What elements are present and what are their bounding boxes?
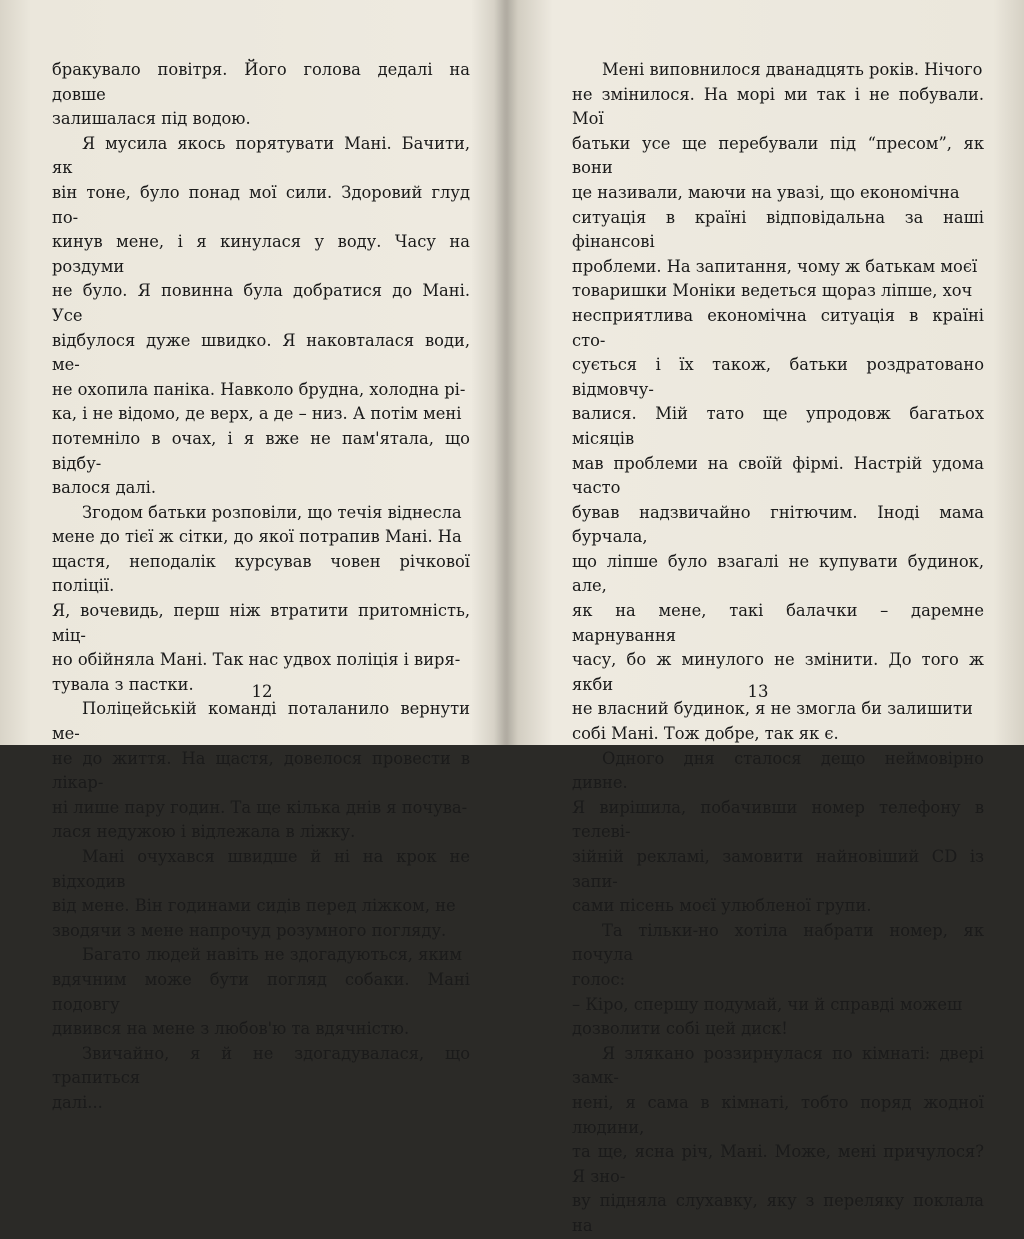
paragraph: Та тільки-но хотіла набрати номер, як почула голос: <box>572 920 984 989</box>
right-page <box>512 0 1024 1235</box>
right-page-text <box>572 58 984 1239</box>
paragraph: Мені виповнилося дванадцять років. Нічого не змінилося. На морі ми так і не побували. Мої батьки усе ще перебували під “пресом”, як вони це називали, маючи на увазі, що економічна ситуація в країні відповідальна за наші фінансові проблеми. На запитання, чому ж батькам моєї товаришки Моніки ведеться щораз ліпше, хоч несприятлива економічна ситуація в країні сто- сується і їх також, батьки роздратовано відмовчу- валися. Мій тато ще упродовж багатьох місяців мав проблеми на своїй фірмі. Настрій удома часто бував надзвичайно гнітючим. Іноді мама бурчала, що ліпше було взагалі не купувати будинок, але, як на мене, такі балачки – даремне марнування часу, бо ж минулого не змінити. До того ж якби не власний будинок, я не змогла би залишити собі Мані. Тож добре, так як є. <box>572 60 984 744</box>
paragraph: Згодом батьки розповіли, що течія віднесла мене до тієї ж сітки, до якої потрапив Мані. На щастя, неподалік курсував човен річкової поліції. Я, вочевидь, перш ніж втратити притомність, міц- но обійняла Мані. Так нас удвох поліція і виря- тувала з пастки. <box>52 502 470 694</box>
paragraph: – Кіро, спершу подумай, чи й справді можеш дозволити собі цей диск! <box>572 994 963 1039</box>
paragraph: бракувало повітря. Його голова дедалі на довше залишалася під водою. <box>52 60 470 129</box>
paragraph: Мані очухався швидше й ні на крок не відходив від мене. Він годинами сидів перед ліжком, не зводячи з мене напрочуд розумного погляду. <box>52 847 470 940</box>
paragraph: Одного дня сталося дещо неймовірно дивне. Я вирішила, побачивши номер телефону в телеві- зійній рекламі, замовити найновіший CD із запи- сами пісень моєї улюбленої групи. <box>572 748 984 916</box>
paragraph: Поліцейській команді поталанило вернути ме- не до життя. На щастя, довелося провести в лікар- ні лише пару годин. Та ще кілька днів я почува- лася недужою і відлежала в ліжку. <box>52 699 470 842</box>
paragraph: Я злякано роззирнулася по кімнаті: двері замк- нені, я сама в кімнаті, тобто поряд жодної людини, та ще, ясна річ, Мані. Може, мені причулося? Я зно- ву підняла слухавку, яку з переляку поклала на <box>572 1043 984 1235</box>
page-number: 12 <box>251 682 273 701</box>
paragraph: Я мусила якось порятувати Мані. Бачити, як він тоне, було понад мої сили. Здоровий глуд по- кинув мене, і я кинулася у воду. Часу на роздуми не було. Я повинна була добратися до Мані. Усе відбулося дуже швидко. Я наковталася води, ме- не охопила паніка. Навколо брудна, холодна рі- ка, і не відомо, де верх, а де – низ. А потім мені потемніло в очах, і я вже не пам'ятала, що відбу- валося далі. <box>52 133 470 498</box>
paragraph: Багато людей навіть не здогадуються, яким вдячним може бути погляд собаки. Мані подовгу дивився на мене з любов'ю та вдячністю. <box>52 945 470 1039</box>
left-page-text <box>52 58 470 1116</box>
page-number: 13 <box>747 682 769 701</box>
paragraph: Звичайно, я й не здогадувалася, що трапиться далі... <box>52 1043 470 1112</box>
left-page <box>0 0 500 1112</box>
